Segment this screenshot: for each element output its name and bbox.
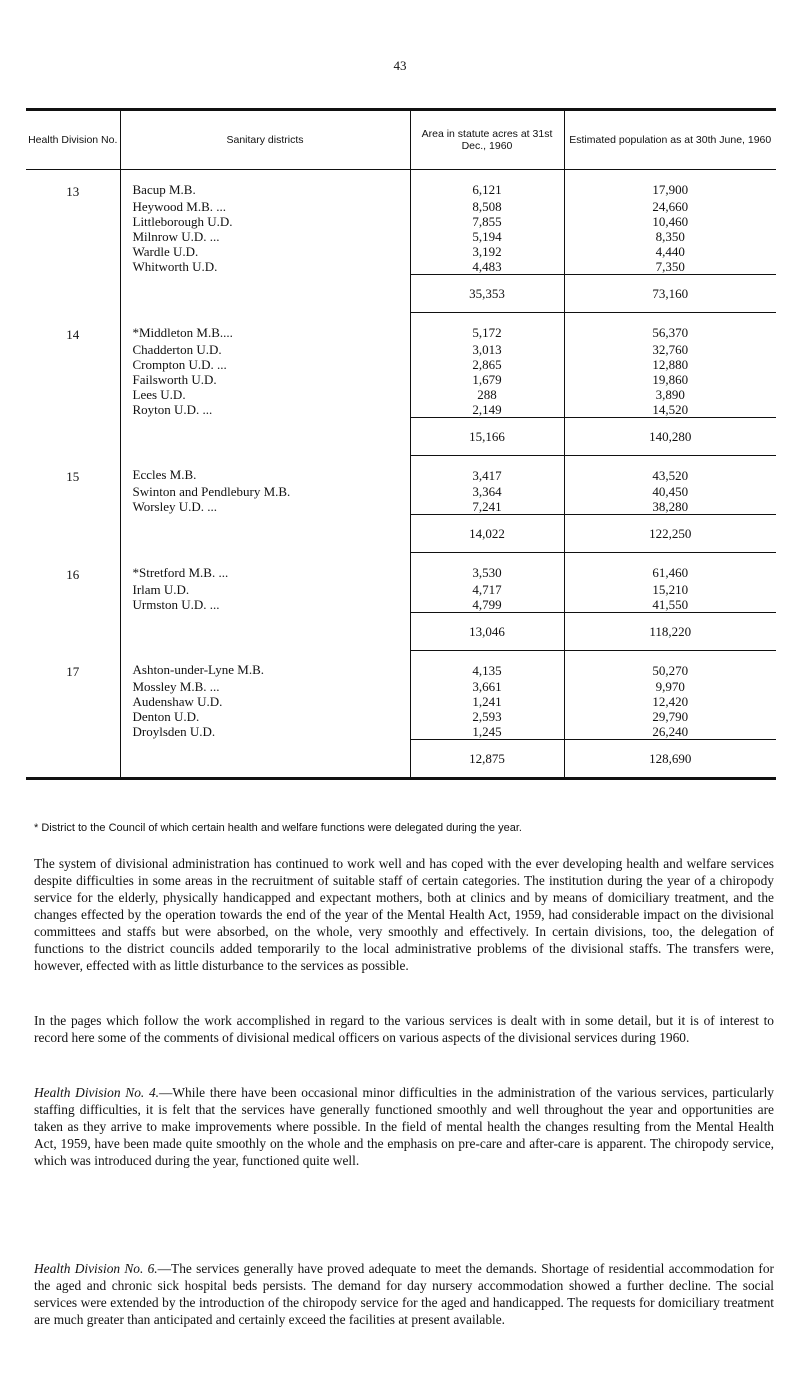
population-value: 43,520 bbox=[652, 467, 689, 483]
division-number bbox=[26, 402, 120, 418]
district-name: Bacup M.B. bbox=[120, 170, 410, 200]
table-row bbox=[26, 372, 776, 387]
population-value: 41,550 bbox=[652, 596, 689, 612]
paragraph-lead: Health Division No. 6. bbox=[34, 1261, 158, 1276]
paragraph bbox=[34, 1084, 774, 1169]
area-value: 3,530 bbox=[410, 553, 564, 582]
division-number bbox=[26, 484, 120, 499]
page-number: 43 bbox=[393, 58, 407, 73]
blank-cell bbox=[26, 417, 120, 455]
total-row bbox=[26, 417, 776, 455]
district-name: Swinton and Pendlebury M.B. bbox=[120, 484, 410, 499]
population-value: 12,420 bbox=[652, 694, 689, 709]
total-area-value: 35,353 bbox=[410, 275, 564, 313]
district-name: Lees U.D. bbox=[120, 387, 410, 402]
total-row bbox=[26, 740, 776, 779]
table-row bbox=[26, 199, 776, 214]
population-value: 12,880 bbox=[652, 356, 689, 372]
area-value: 3,192 bbox=[410, 244, 564, 259]
blank-cell bbox=[120, 515, 410, 553]
blank-cell bbox=[120, 417, 410, 455]
table-row bbox=[26, 455, 776, 484]
table-row bbox=[26, 724, 776, 740]
district-name: Royton U.D. ... bbox=[120, 402, 410, 418]
division-number bbox=[26, 259, 120, 275]
area-value: 1,245 bbox=[410, 724, 564, 740]
footnote: * District to the Council of which certain health and welfare functions were delegated during the year. bbox=[34, 822, 522, 834]
division-number bbox=[26, 724, 120, 740]
population-value: 10,460 bbox=[652, 214, 689, 229]
district-name: Eccles M.B. bbox=[120, 455, 410, 484]
population-value: 17,900 bbox=[652, 182, 689, 197]
area-value: 3,013 bbox=[410, 342, 564, 357]
district-name: Urmston U.D. ... bbox=[120, 597, 410, 613]
division-number: 13 bbox=[26, 170, 120, 200]
area-value: 2,593 bbox=[410, 709, 564, 724]
total-population-value: 128,690 bbox=[564, 740, 776, 779]
area-value: 4,799 bbox=[410, 597, 564, 613]
district-name: Audenshaw U.D. bbox=[120, 694, 410, 709]
table-row bbox=[26, 582, 776, 597]
table-row bbox=[26, 650, 776, 679]
paragraph bbox=[34, 1260, 774, 1328]
district-name: Mossley M.B. ... bbox=[120, 679, 410, 694]
total-area-value: 14,022 bbox=[410, 515, 564, 553]
division-number: 15 bbox=[26, 455, 120, 484]
table-row bbox=[26, 484, 776, 499]
division-number: 16 bbox=[26, 553, 120, 582]
area-value: 2,149 bbox=[410, 402, 564, 418]
division-number: 14 bbox=[26, 313, 120, 342]
division-number bbox=[26, 342, 120, 357]
population-value: 40,450 bbox=[652, 484, 689, 499]
total-population-value: 118,220 bbox=[564, 612, 776, 650]
header-area: Area in statute acres at 31st Dec., 1960 bbox=[410, 110, 564, 170]
paragraph bbox=[34, 1012, 774, 1046]
table-row bbox=[26, 387, 776, 402]
district-name: Failsworth U.D. bbox=[120, 372, 410, 387]
area-value: 3,364 bbox=[410, 484, 564, 499]
division-number bbox=[26, 372, 120, 387]
population-value: 19,860 bbox=[652, 371, 689, 387]
population-value: 26,240 bbox=[652, 724, 689, 739]
total-area-value: 12,875 bbox=[410, 740, 564, 779]
population-value: 32,760 bbox=[652, 341, 689, 357]
population-value: 61,460 bbox=[652, 565, 689, 580]
population-value: 29,790 bbox=[652, 709, 689, 724]
table-row bbox=[26, 597, 776, 613]
district-name: Irlam U.D. bbox=[120, 582, 410, 597]
total-population-value: 122,250 bbox=[564, 515, 776, 553]
district-name: Worsley U.D. ... bbox=[120, 499, 410, 515]
district-name: Heywood M.B. ... bbox=[120, 199, 410, 214]
district-name: Denton U.D. bbox=[120, 709, 410, 724]
table-row bbox=[26, 357, 776, 372]
district-name: Chadderton U.D. bbox=[120, 342, 410, 357]
population-value: 15,210 bbox=[652, 581, 689, 597]
population-value: 14,520 bbox=[652, 401, 689, 417]
table-row bbox=[26, 229, 776, 244]
blank-cell bbox=[26, 515, 120, 553]
division-number bbox=[26, 597, 120, 613]
area-value: 1,679 bbox=[410, 372, 564, 387]
table-row bbox=[26, 709, 776, 724]
district-name: Crompton U.D. ... bbox=[120, 357, 410, 372]
districts-table-container bbox=[26, 108, 776, 780]
paragraph-text: In the pages which follow the work accomplished in regard to the various services is dealt with in some detail, but it is of interest to record here some of the comments of divisional medical officers on various aspects of the divisional services during 1960. bbox=[34, 1013, 774, 1045]
district-name: Wardle U.D. bbox=[120, 244, 410, 259]
population-value: 38,280 bbox=[652, 499, 689, 514]
table-row bbox=[26, 170, 776, 200]
table-row bbox=[26, 342, 776, 357]
division-number bbox=[26, 244, 120, 259]
header-division: Health Division No. bbox=[26, 110, 120, 170]
district-name: Littleborough U.D. bbox=[120, 214, 410, 229]
district-name: Milnrow U.D. ... bbox=[120, 229, 410, 244]
area-value: 7,241 bbox=[410, 499, 564, 515]
blank-cell bbox=[120, 275, 410, 313]
total-area-value: 13,046 bbox=[410, 612, 564, 650]
table-row bbox=[26, 679, 776, 694]
area-value: 4,135 bbox=[410, 650, 564, 679]
area-value: 8,508 bbox=[410, 199, 564, 214]
division-number bbox=[26, 357, 120, 372]
division-number bbox=[26, 214, 120, 229]
district-name: *Stretford M.B. ... bbox=[120, 553, 410, 582]
blank-cell bbox=[26, 612, 120, 650]
total-area-value: 15,166 bbox=[410, 417, 564, 455]
table-row bbox=[26, 499, 776, 515]
paragraph-text: —The services generally have proved adequate to meet the demands. Shortage of residential accommodation for the aged and chronic sick hospital beds persists. The demand for day nursery accommodation showed a further decline. The social services were extended by the introduction of the chiropody service for the aged and handicapped. The requests for domiciliary treatment are much greater than anticipated and certainly exceed the facilities at present available. bbox=[34, 1261, 775, 1327]
table-row bbox=[26, 244, 776, 259]
division-number bbox=[26, 387, 120, 402]
districts-table bbox=[26, 108, 776, 780]
division-number: 17 bbox=[26, 650, 120, 679]
population-value: 56,370 bbox=[652, 325, 689, 340]
paragraph-text: The system of divisional administration has continued to work well and has coped with the ever developing health and welfare services despite difficulties in some areas in the recruitment of suitable staff of certain categories. The institution during the year of a chiropody service for the elderly, physically handicapped and expectant mothers, both at clinics and by means of domiciliary treatment, and the changes effected by the operation towards the end of the year of the Mental Health Act, 1959, had considerable impact on the divisional committees and staffs but were absorbed, on the whole, very smoothly and effectively. In certain divisions, too, the delegation of functions to the district councils added temporarily to the local administrative problems of the divisional staffs. The transfers were, however, effected with as little disturbance to the services as possible. bbox=[34, 856, 774, 973]
total-row bbox=[26, 612, 776, 650]
paragraph bbox=[34, 855, 774, 974]
district-name: Whitworth U.D. bbox=[120, 259, 410, 275]
population-value: 24,660 bbox=[652, 199, 689, 214]
district-name: *Middleton M.B.... bbox=[120, 313, 410, 342]
paragraph-lead: Health Division No. 4. bbox=[34, 1085, 159, 1100]
area-value: 7,855 bbox=[410, 214, 564, 229]
table-row bbox=[26, 259, 776, 275]
population-value: 9,970 bbox=[655, 679, 685, 694]
table-row bbox=[26, 553, 776, 582]
table-row bbox=[26, 694, 776, 709]
blank-cell bbox=[120, 612, 410, 650]
table-body bbox=[26, 170, 776, 779]
blank-cell bbox=[26, 740, 120, 779]
area-value: 4,717 bbox=[410, 582, 564, 597]
area-value: 3,661 bbox=[410, 679, 564, 694]
table-row bbox=[26, 214, 776, 229]
division-number bbox=[26, 709, 120, 724]
population-value: 50,270 bbox=[652, 662, 689, 678]
division-number bbox=[26, 694, 120, 709]
header-population: Estimated population as at 30th June, 1960 bbox=[569, 134, 772, 146]
population-value: 8,350 bbox=[655, 229, 685, 244]
total-population-value: 140,280 bbox=[564, 417, 776, 455]
division-number bbox=[26, 229, 120, 244]
table-row bbox=[26, 402, 776, 418]
area-value: 3,417 bbox=[410, 455, 564, 484]
total-row bbox=[26, 275, 776, 313]
district-name: Droylsden U.D. bbox=[120, 724, 410, 740]
area-value: 6,121 bbox=[410, 170, 564, 200]
division-number bbox=[26, 582, 120, 597]
area-value: 5,194 bbox=[410, 229, 564, 244]
table-row bbox=[26, 313, 776, 342]
area-value: 5,172 bbox=[410, 313, 564, 342]
blank-cell bbox=[26, 275, 120, 313]
paragraph-text: —While there have been occasional minor difficulties in the administration of the various services, particularly staffing difficulties, it is felt that the services have generally functioned smoothly and well throughout the year and opportunities are taken as they arrive to make improvements where possible. In the field of mental health the changes resulting from the Mental Health Act, 1959, have been made quite smoothly on the whole and the emphasis on pre-care and after-care is apparent. The chiropody service, which was introduced during the year, functioned quite well. bbox=[34, 1085, 774, 1168]
population-value: 7,350 bbox=[655, 259, 685, 274]
area-value: 1,241 bbox=[410, 694, 564, 709]
area-value: 288 bbox=[410, 387, 564, 402]
area-value: 4,483 bbox=[410, 259, 564, 275]
header-district: Sanitary districts bbox=[120, 110, 410, 170]
population-value: 3,890 bbox=[655, 386, 685, 402]
area-value: 2,865 bbox=[410, 357, 564, 372]
division-number bbox=[26, 199, 120, 214]
population-value: 4,440 bbox=[655, 244, 685, 259]
district-name: Ashton-under-Lyne M.B. bbox=[120, 650, 410, 679]
total-row bbox=[26, 515, 776, 553]
division-number bbox=[26, 499, 120, 515]
total-population-value: 73,160 bbox=[564, 275, 776, 313]
division-number bbox=[26, 679, 120, 694]
blank-cell bbox=[120, 740, 410, 779]
